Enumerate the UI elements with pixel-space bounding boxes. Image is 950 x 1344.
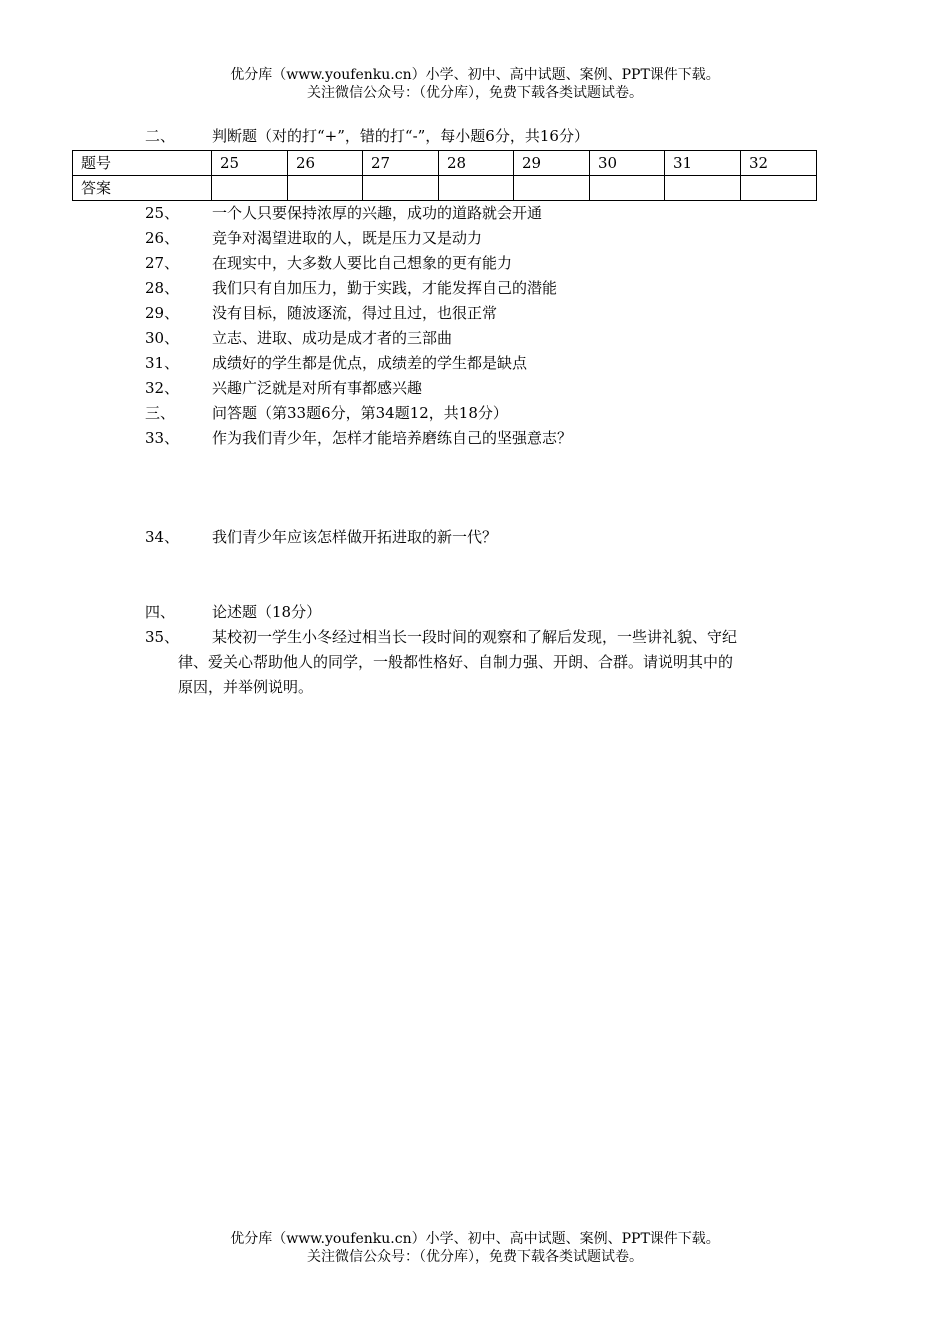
- footer-line-2: 关注微信公众号：（优分库），免费下载各类试题试卷。: [307, 1249, 643, 1265]
- question-number: 34、: [145, 528, 180, 546]
- item-text: 没有目标，随波逐流，得过且过，也很正常: [212, 304, 498, 322]
- section-4-number: 四、: [145, 603, 176, 621]
- table-answer-row: [73, 176, 817, 201]
- table-answer-label: 答案: [73, 176, 212, 201]
- section-2-title: 判断题（对的打“+”，错的打“-”，每小题6分，共16分）: [212, 127, 589, 145]
- table-cell-number: 30: [590, 151, 665, 176]
- item-text: 一个人只要保持浓厚的兴趣，成功的道路就会开通: [212, 204, 543, 222]
- table-row-label: 题号: [73, 151, 212, 176]
- answer-cell[interactable]: [514, 176, 590, 201]
- question-text-line-3: 原因，并举例说明。: [178, 678, 314, 696]
- page-footer: [0, 1230, 950, 1266]
- section-3-number: 三、: [145, 404, 176, 422]
- page-header: [0, 66, 950, 102]
- question-text: 作为我们青少年，怎样才能培养磨练自己的坚强意志？: [212, 429, 573, 447]
- table-cell-number: 29: [514, 151, 590, 176]
- item-text: 我们只有自加压力，勤于实践，才能发挥自己的潜能: [212, 279, 558, 297]
- question-text-line-1: 某校初一学生小冬经过相当长一段时间的观察和了解后发现，一些讲礼貌、守纪: [212, 628, 738, 646]
- item-text: 兴趣广泛就是对所有事都感兴趣: [212, 379, 423, 397]
- footer-line-1: 优分库（www.youfenku.cn）小学、初中、高中试题、案例、PPT课件下载。: [230, 1231, 720, 1247]
- item-text: 竞争对渴望进取的人，既是压力又是动力: [212, 229, 483, 247]
- question-text-line-2: 律、爱关心帮助他人的同学，一般都性格好、自制力强、开朗、合群。请说明其中的: [178, 653, 734, 671]
- item-text: 成绩好的学生都是优点，成绩差的学生都是缺点: [212, 354, 528, 372]
- item-text: 在现实中，大多数人要比自己想象的更有能力: [212, 254, 513, 272]
- question-number: 35、: [145, 628, 180, 646]
- table-cell-number: 28: [439, 151, 514, 176]
- answer-cell[interactable]: [590, 176, 665, 201]
- table-cell-number: 31: [665, 151, 741, 176]
- item-number: 28、: [145, 279, 180, 297]
- question-text: 我们青少年应该怎样做开拓进取的新一代？: [212, 528, 498, 546]
- item-number: 31、: [145, 354, 180, 372]
- item-number: 27、: [145, 254, 180, 272]
- answer-cell[interactable]: [212, 176, 288, 201]
- section-2-number: 二、: [145, 127, 176, 145]
- header-line-1: 优分库（www.youfenku.cn）小学、初中、高中试题、案例、PPT课件下载。: [230, 67, 720, 83]
- item-number: 25、: [145, 204, 180, 222]
- item-number: 30、: [145, 329, 180, 347]
- item-text: 立志、进取、成功是成才者的三部曲: [212, 329, 453, 347]
- answer-cell[interactable]: [288, 176, 363, 201]
- table-cell-number: 26: [288, 151, 363, 176]
- answer-cell[interactable]: [439, 176, 514, 201]
- header-line-2: 关注微信公众号：（优分库），免费下载各类试题试卷。: [307, 85, 643, 101]
- question-number: 33、: [145, 429, 180, 447]
- answer-cell[interactable]: [665, 176, 741, 201]
- answer-cell[interactable]: [741, 176, 817, 201]
- table-cell-number: 25: [212, 151, 288, 176]
- section-4-title: 论述题（18分）: [212, 603, 322, 621]
- item-number: 29、: [145, 304, 180, 322]
- item-number: 26、: [145, 229, 180, 247]
- table-header-row: [73, 151, 817, 176]
- item-number: 32、: [145, 379, 180, 397]
- answer-table: [72, 150, 817, 201]
- table-cell-number: 27: [363, 151, 439, 176]
- section-3-title: 问答题（第33题6分，第34题12，共18分）: [212, 404, 508, 422]
- answer-cell[interactable]: [363, 176, 439, 201]
- table-cell-number: 32: [741, 151, 817, 176]
